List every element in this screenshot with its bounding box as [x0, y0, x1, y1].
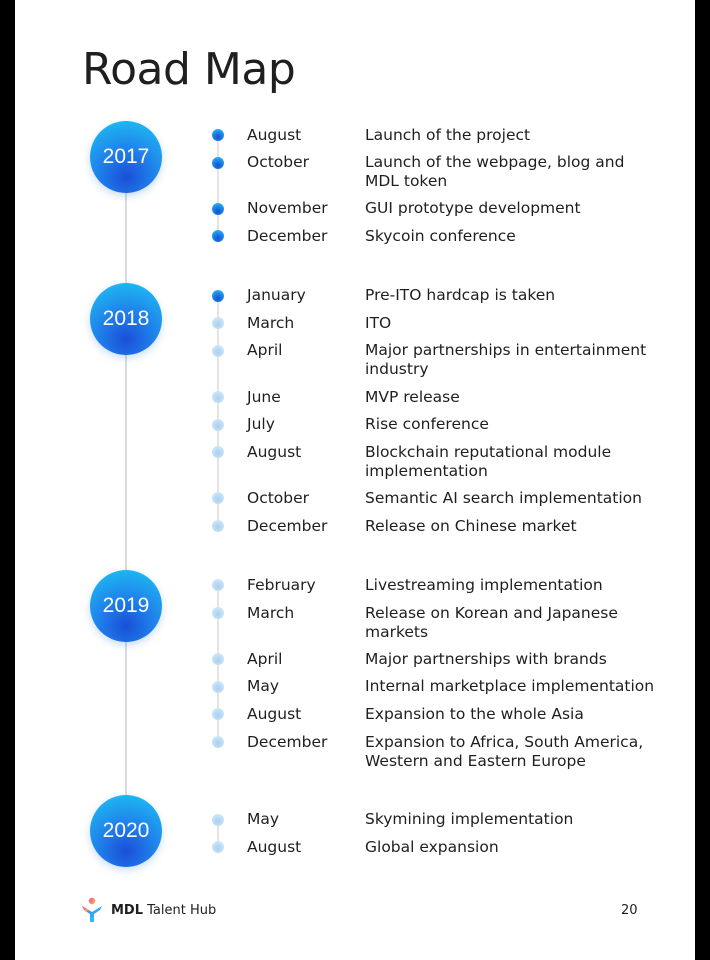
event-description: Launch of the project: [365, 126, 531, 144]
event-description: Skycoin conference: [365, 227, 516, 245]
event-description: GUI prototype development: [365, 199, 581, 217]
event-description: MVP release: [365, 388, 460, 406]
event-month: February: [247, 576, 316, 594]
timeline-dot-icon: [212, 290, 224, 302]
brand-name: [111, 903, 216, 918]
page-number: 20: [621, 903, 638, 918]
timeline-dot-icon: [212, 492, 224, 504]
timeline-dot-icon: [212, 841, 224, 853]
timeline-dot-icon: [212, 419, 224, 431]
page-title: Road Map: [82, 44, 296, 95]
year-badge-2019: 2019: [90, 570, 162, 642]
event-description: Release on Korean and Japanese markets: [365, 604, 618, 641]
event-description: Internal marketplace implementation: [365, 677, 655, 695]
timeline-dot-icon: [212, 814, 224, 826]
event-month: May: [247, 810, 280, 828]
event-month: December: [247, 227, 328, 245]
brand-name-rest: Talent Hub: [143, 903, 217, 918]
event-description: Livestreaming implementation: [365, 576, 603, 594]
timeline-dot-icon: [212, 736, 224, 748]
event-description: Launch of the webpage, blog and MDL token: [365, 153, 625, 190]
event-description: Major partnerships in entertainment industry: [365, 341, 647, 378]
timeline-dot-icon: [212, 607, 224, 619]
event-description: Global expansion: [365, 838, 499, 856]
timeline-dot-icon: [212, 446, 224, 458]
event-month: May: [247, 677, 280, 695]
event-month: July: [247, 415, 275, 433]
year-timeline-line: [125, 150, 127, 840]
event-month: January: [247, 286, 306, 304]
timeline-dot-icon: [212, 129, 224, 141]
timeline-dot-icon: [212, 681, 224, 693]
year-badge-2020: 2020: [90, 795, 162, 867]
timeline-dot-icon: [212, 345, 224, 357]
event-month: October: [247, 489, 310, 507]
event-month: August: [247, 443, 302, 461]
brand-name-bold: MDL: [111, 903, 144, 918]
event-description: Expansion to Africa, South America, Western and Eastern Europe: [365, 733, 644, 770]
event-month: August: [247, 705, 302, 723]
event-description: Major partnerships with brands: [365, 650, 607, 668]
mdl-person-logo-icon: [81, 897, 103, 923]
timeline-dot-icon: [212, 391, 224, 403]
timeline-dot-icon: [212, 653, 224, 665]
timeline-dot-icon: [212, 157, 224, 169]
event-month: August: [247, 126, 302, 144]
event-description: Pre-ITO hardcap is taken: [365, 286, 556, 304]
timeline-dot-icon: [212, 230, 224, 242]
timeline-dot-icon: [212, 708, 224, 720]
timeline-dot-icon: [212, 203, 224, 215]
event-month: August: [247, 838, 302, 856]
event-description: Skymining implementation: [365, 810, 574, 828]
event-month: October: [247, 153, 310, 171]
event-month: April: [247, 650, 283, 668]
event-month: April: [247, 341, 283, 359]
timeline-dot-icon: [212, 317, 224, 329]
timeline-dot-icon: [212, 579, 224, 591]
event-description: Rise conference: [365, 415, 489, 433]
year-badge-2017: 2017: [90, 121, 162, 193]
event-month: November: [247, 199, 328, 217]
roadmap-page: [15, 0, 695, 960]
event-month: June: [247, 388, 281, 406]
event-month: March: [247, 314, 295, 332]
event-description: Semantic AI search implementation: [365, 489, 642, 507]
year-badge-2018: 2018: [90, 283, 162, 355]
event-description: Expansion to the whole Asia: [365, 705, 584, 723]
timeline-dot-icon: [212, 520, 224, 532]
event-month: March: [247, 604, 295, 622]
event-description: ITO: [365, 314, 392, 332]
event-description: Blockchain reputational module implementation: [365, 443, 612, 480]
event-month: December: [247, 733, 328, 751]
stem-2017: [217, 134, 219, 238]
event-description: Release on Chinese market: [365, 517, 577, 535]
event-month: December: [247, 517, 328, 535]
